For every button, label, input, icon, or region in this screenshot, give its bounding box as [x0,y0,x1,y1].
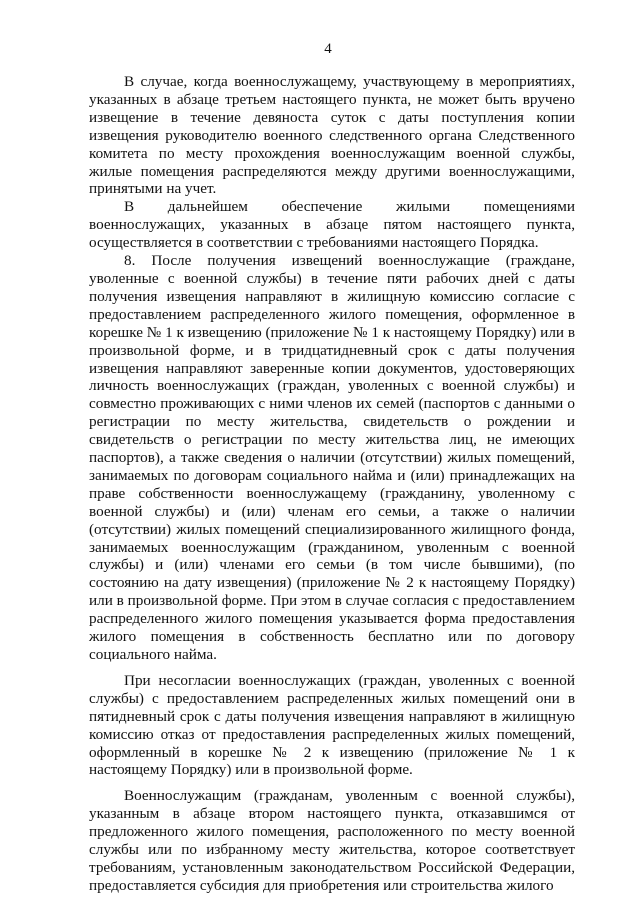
paragraph-subsidy: Военнослужащим (гражданам, уволенным с военной службы), указанным в абзаце втором настоящего пункта, отказавшимся от предложенного жилого помещения, расположенного по месту военной службы или по избранному месту жительства, которое соответствует требованиям, установленным законодательством Российской Федерации, предоставляется субсидия для приобретения или строительства жилого [89,787,575,894]
document-body [89,73,575,895]
paragraph-housing-distribution: В случае, когда военнослужащему, участвующему в мероприятиях, указанных в абзаце третьем настоящего пункта, не может быть вручено извещение в течение девяноста суток с даты поступления копии извещения руководителю военного следственного органа Следственного комитета по месту прохождения военнослужащим военной службы, жилые помещения распределяются между другими военнослужащими, принятыми на учет. [89,73,575,198]
paragraph-item-8: 8. После получения извещений военнослужащие (граждане, уволенные с военной службы) в течение пяти рабочих дней с даты получения извещения направляют в жилищную комиссию согласие с предоставлением распределенного жилого помещения, оформленное в корешке № 1 к извещению (приложение № 1 к настоящему Порядку) или в произвольной форме, и в тридцатидневный срок с даты получения извещения направляют заверенные копии документов, удостоверяющих личность военнослужащих (граждан, уволенных с военной службы) и совместно проживающих с ними членов их семей (паспортов с данными о регистрации по месту жительства, свидетельств о рождении и свидетельств о регистрации по месту жительства лиц, не имеющих паспортов), а также сведения о наличии (отсутствии) жилых помещений, занимаемых по договорам социального найма и (или) принадлежащих на праве собственности военнослужащему (гражданину, уволенному с военной службы) и (или) членам его семьи, а также о наличии (отсутствии) жилых помещений специализированного жилищного фонда, занимаемых военнослужащим (гражданином, уволенным с военной службы) и (или) членами его семьи (в том числе бывшими), (по состоянию на дату извещения) (приложение № 2 к настоящему Порядку) или в произвольной форме. При этом в случае согласия с предоставлением распределенного жилого помещения указывается форма предоставления жилого помещения в собственность бесплатно или по договору социального найма. [89,252,575,663]
paragraph-further-provision: В дальнейшем обеспечение жилыми помещениями военнослужащих, указанных в абзаце пятом настоящего пункта, осуществляется в соответствии с требованиями настоящего Порядка. [89,198,575,252]
paragraph-disagreement: При несогласии военнослужащих (граждан, уволенных с военной службы) с предоставлением распределенных жилых помещений они в пятидневный срок с даты получения извещения направляют в жилищную комиссию отказ от предоставления распределенных жилых помещений, оформленный в корешке № 2 к извещению (приложение № 1 к настоящему Порядку) или в произвольной форме. [89,671,575,779]
page-number: 4 [324,41,332,57]
